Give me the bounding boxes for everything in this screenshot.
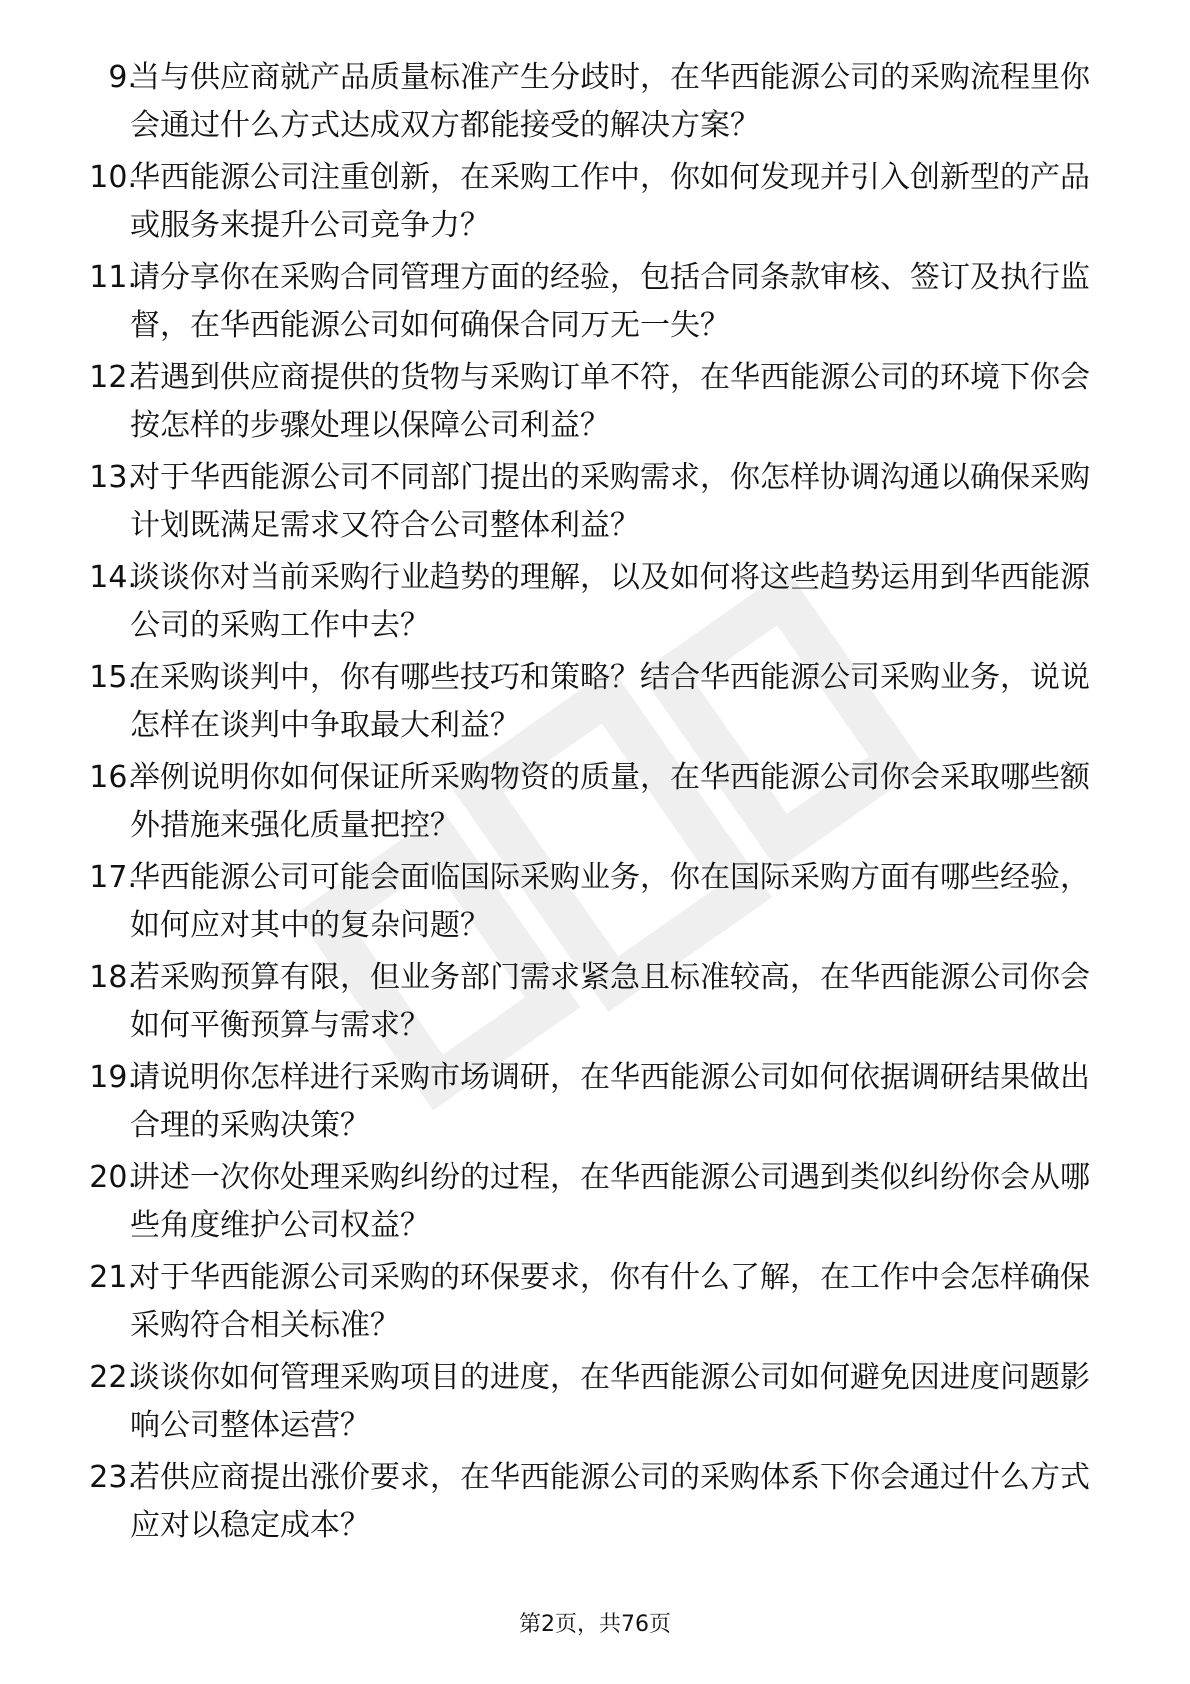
question-number: 9. bbox=[108, 60, 137, 95]
question-number: 19. bbox=[89, 1060, 137, 1095]
question-text: 若供应商提出涨价要求，在华西能源公司的采购体系下你会通过什么方式应对以稳定成本？ bbox=[130, 1460, 1090, 1543]
question-text: 若遇到供应商提供的货物与采购订单不符，在华西能源公司的环境下你会按怎样的步骤处理以保障公司利益？ bbox=[130, 360, 1090, 443]
question-text: 对于华西能源公司不同部门提出的采购需求，你怎样协调沟通以确保采购计划既满足需求又符合公司整体利益？ bbox=[130, 460, 1090, 543]
question-text: 华西能源公司可能会面临国际采购业务，你在国际采购方面有哪些经验，如何应对其中的复杂问题？ bbox=[130, 860, 1090, 943]
page-footer: 第2页，共76页 bbox=[519, 1612, 671, 1637]
question-item bbox=[0, 754, 1190, 854]
question-number: 21. bbox=[89, 1260, 137, 1295]
question-item bbox=[0, 654, 1190, 754]
question-item bbox=[0, 554, 1190, 654]
question-number: 15. bbox=[89, 660, 137, 695]
question-item bbox=[0, 154, 1190, 254]
question-number: 20. bbox=[89, 1160, 137, 1195]
question-item bbox=[0, 1254, 1190, 1354]
question-item bbox=[0, 1054, 1190, 1154]
question-item bbox=[0, 54, 1190, 154]
question-text: 对于华西能源公司采购的环保要求，你有什么了解，在工作中会怎样确保采购符合相关标准？ bbox=[130, 1260, 1090, 1343]
question-text: 举例说明你如何保证所采购物资的质量，在华西能源公司你会采取哪些额外措施来强化质量把控？ bbox=[130, 760, 1090, 843]
question-number: 18. bbox=[89, 960, 137, 995]
question-text: 讲述一次你处理采购纠纷的过程，在华西能源公司遇到类似纠纷你会从哪些角度维护公司权益？ bbox=[130, 1160, 1090, 1243]
question-number: 14. bbox=[89, 560, 137, 595]
question-number: 23. bbox=[89, 1460, 137, 1495]
question-text: 请说明你怎样进行采购市场调研，在华西能源公司如何依据调研结果做出合理的采购决策？ bbox=[130, 1060, 1090, 1143]
question-item bbox=[0, 354, 1190, 454]
question-item bbox=[0, 454, 1190, 554]
question-item bbox=[0, 254, 1190, 354]
question-text: 谈谈你如何管理采购项目的进度，在华西能源公司如何避免因进度问题影响公司整体运营？ bbox=[130, 1360, 1090, 1443]
question-number: 13. bbox=[89, 460, 137, 495]
question-number: 22. bbox=[89, 1360, 137, 1395]
question-number: 11. bbox=[89, 260, 137, 295]
question-number: 17. bbox=[89, 860, 137, 895]
question-item bbox=[0, 954, 1190, 1054]
question-item bbox=[0, 1454, 1190, 1554]
question-text: 谈谈你对当前采购行业趋势的理解，以及如何将这些趋势运用到华西能源公司的采购工作中去？ bbox=[130, 560, 1090, 643]
question-text: 在采购谈判中，你有哪些技巧和策略？结合华西能源公司采购业务，说说怎样在谈判中争取最大利益？ bbox=[130, 660, 1090, 743]
question-text: 若采购预算有限，但业务部门需求紧急且标准较高，在华西能源公司你会如何平衡预算与需求？ bbox=[130, 960, 1090, 1043]
question-text: 当与供应商就产品质量标准产生分歧时，在华西能源公司的采购流程里你会通过什么方式达成双方都能接受的解决方案？ bbox=[130, 60, 1090, 143]
question-number: 12. bbox=[89, 360, 137, 395]
question-text: 华西能源公司注重创新，在采购工作中，你如何发现并引入创新型的产品或服务来提升公司竞争力？ bbox=[130, 160, 1090, 243]
question-item bbox=[0, 854, 1190, 954]
question-list bbox=[0, 54, 1190, 1554]
question-text: 请分享你在采购合同管理方面的经验，包括合同条款审核、签订及执行监督，在华西能源公司如何确保合同万无一失？ bbox=[130, 260, 1090, 343]
question-item bbox=[0, 1354, 1190, 1454]
question-number: 16. bbox=[89, 760, 137, 795]
question-number: 10. bbox=[89, 160, 137, 195]
question-item bbox=[0, 1154, 1190, 1254]
